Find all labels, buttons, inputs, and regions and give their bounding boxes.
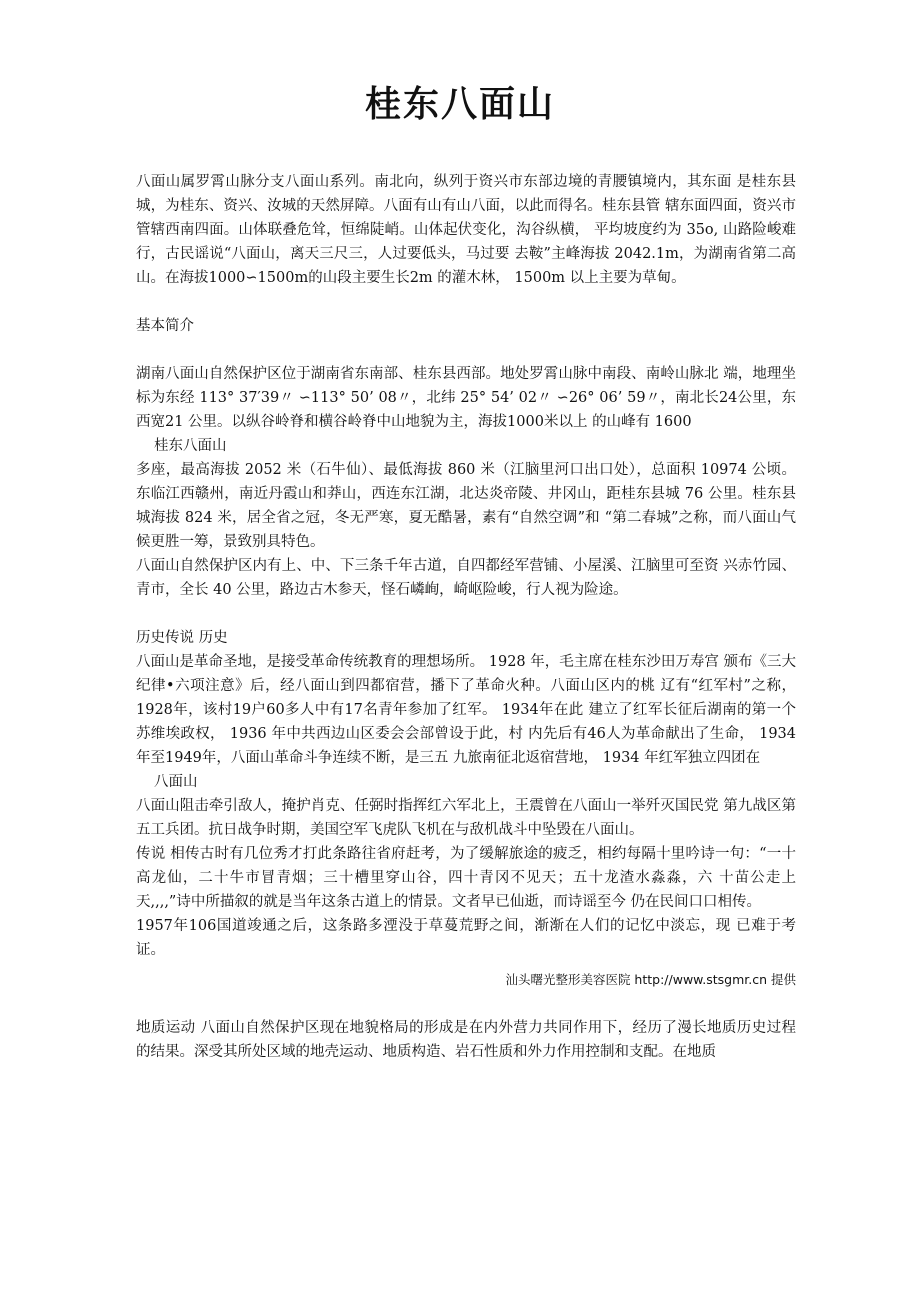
- source-credit: 汕头曙光整形美容医院 http://www.stsgmr.cn 提供: [505, 972, 796, 987]
- geology-paragraph: 地质运动 八面山自然保护区现在地貌格局的形成是在内外营力共同作用下，经历了漫长地质历史过程 的结果。深受其所处区域的地壳运动、地质构造、岩石性质和外力作用控制和支配。在地质: [136, 1020, 796, 1060]
- paragraph-spacer: [136, 992, 796, 1016]
- running-subhead-2: 八面山: [154, 774, 198, 790]
- section-heading-basic: 基本简介: [136, 318, 194, 334]
- legend-paragraph-1: 传说 相传古时有几位秀才打此条路往省府赶考，为了缓解旅途的疲乏，相约每隔十里吟诗一句：“一十高龙仙，二十牛市冒青烟；三十槽里穿山谷，四十青冈不见天；五十龙渣水淼淼，六 十苗公走上天,,,,”诗中所描叙的就是当年这条古道上的情景。文者早已仙逝，而诗谣至今 仍在民间口口相传。: [136, 846, 796, 910]
- basic-paragraph-3: 八面山自然保护区内有上、中、下三条千年古道，自四都经军营铺、小屋溪、江脑里可至资 兴赤竹园、青市，全长 40 公里，路边古木参天，怪石嶙峋，崎岖险峻，行人视为险途。: [136, 558, 796, 598]
- document-title: 桂东八面山: [364, 83, 555, 125]
- document-body: [136, 170, 796, 1064]
- paragraph-spacer: [136, 290, 796, 314]
- history-paragraph-1: 八面山是革命圣地，是接受革命传统教育的理想场所。 1928 年，毛主席在桂东沙田万寿宫 颁布《三大纪律•六项注意》后，经八面山到四都宿营，播下了革命火种。八面山区内的桃 辽有“红军村”之称， 1928年，该村19户60多人中有17名青年参加了红军。 1934年在此 建立了红军长征后湖南的第一个苏维埃政权， 1936 年中共西边山区委会会部曾设于此，村 内先后有46人为革命献出了生命， 1934年至1949年，八面山革命斗争连续不断，是三五 九旅南征北返宿营地， 1934 年红军独立四团在: [136, 654, 796, 766]
- basic-paragraph-1: 湖南八面山自然保护区位于湖南省东南部、桂东县西部。地处罗霄山脉中南段、南岭山脉北 端，地理坐标为东经 113° 37′39〃 ∽113° 50’ 08〃，北纬 25° 54’ 02〃 ∽26° 06’ 59〃，南北长24公里，东西宽21 公里。以纵谷岭脊和横谷岭脊中山地貌为主，海拔1000米以上 的山峰有 1600: [136, 366, 796, 430]
- paragraph-spacer: [136, 338, 796, 362]
- legend-paragraph-2: 1957年106国道竣通之后，这条路多湮没于草蔓荒野之间，渐渐在人们的记忆中淡忘，现 已难于考证。: [136, 918, 796, 958]
- basic-paragraph-2: 多座，最高海拔 2052 米（石牛仙）、最低海拔 860 米（江脑里河口出口处），总面积 10974 公顷。东临江西赣州，南近丹霞山和莽山，西连东江湖，北达炎帝陵、井冈山，距桂东县城 76 公里。桂东县城海拔 824 米，居全省之冠，冬无严寒，夏无酷暑，素有“自然空调”和 “第二春城”之称，而八面山气候更胜一筹，景致别具特色。: [136, 462, 796, 550]
- intro-paragraph: 八面山属罗霄山脉分支八面山系列。南北向，纵列于资兴市东部边境的青腰镇境内，其东面 是桂东县城，为桂东、资兴、汝城的天然屏障。八面有山有山八面，以此而得名。桂东县管 辖东面四面，资兴市管辖西南四面。山体联叠危耸，恒绵陡峭。山体起伏变化，沟谷纵横， 平均坡度约为 35o, 山路险峻难行，古民谣说“八面山，离天三尺三，人过要低头，马过要 去鞍”主峰海拔 2042.1m，为湖南省第二高山。在海拔1000∽1500m的山段主要生长2m 的灌木林， 1500m 以上主要为草甸。: [136, 174, 796, 286]
- running-subhead-1: 桂东八面山: [154, 438, 227, 454]
- paragraph-spacer: [136, 602, 796, 626]
- history-paragraph-2: 八面山阻击牵引敌人，掩护肖克、任弼时指挥红六军北上，王震曾在八面山一举歼灭国民党 第九战区第五工兵团。抗日战争时期，美国空军飞虎队飞机在与敌机战斗中坠毁在八面山。: [136, 798, 796, 838]
- section-heading-history: 历史传说 历史: [136, 630, 228, 646]
